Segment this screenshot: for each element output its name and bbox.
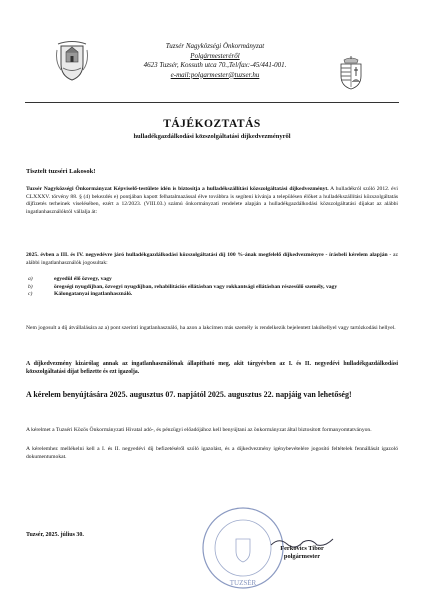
intro-text: A hulladékról szóló 2012. évi CLXXXV. törvény 88. § (4) bekezdés e) pontjában kapott felhatalmazással élve továbbra is segíteni kívánja a településen élőket a hulladékszállítási közszolgáltatás díjfizetés terheinek viselésében, ezért a 12/2023. (VIII.03.) számú önkormányzati rendelete alapján a hulladékgazdálkodási közszolgáltatási díjakat az alábbi ingatlanhasználóktól vállalja át:	[26, 186, 398, 215]
office-name: Polgármesteréről	[190, 51, 240, 60]
greeting: Tisztelt tuzséri Lakosok!	[26, 168, 96, 175]
paragraph-submission: A kérelmet a Tuzséri Közös Önkormányzati Hivatal adó-, és pénzügyi előadójához kell benyújtani az önkormányzat által biztosított formanyomtatványon.	[26, 427, 372, 433]
hungarian-coat-of-arms-icon	[338, 56, 364, 90]
paragraph-attachments: A kérelemhez mellékelni kell a I. és II. negyedévi díj befizetéséről szóló igazolást, és a díjkedvezmény igénybevételére jogosító feltételek fennállását igazoló dokumentumokat.	[26, 446, 398, 460]
paragraph-condition: A díjkedvezmény kizárólag annak az ingatlanhasználónak állapítható meg, akit tárgyévben az I. és II. negyedévi hulladékgazdálkodási közszolgáltatási díjat befizette és ezt igazolja.	[26, 361, 398, 375]
list-marker: a)	[28, 276, 33, 282]
signer-name: Ferkovics Tibor	[280, 545, 324, 552]
signature-block	[262, 535, 342, 561]
signer-title: polgármester	[283, 553, 321, 560]
municipal-coat-of-arms-icon	[55, 40, 89, 82]
org-name: Tuzsér Nagyközségi Önkormányzat	[165, 42, 265, 50]
header-divider	[25, 102, 399, 103]
list-item-text: Kálongatanyai ingatlanhasználó.	[54, 291, 133, 297]
list-item	[26, 284, 398, 292]
paragraph-exclusion: Nem jogosult a díj átvállalására az a) pont szerinti ingatlanhasználó, ha azon a lakcímen más személy is rendelkezik bejelentett lakóhellyel vagy tartózkodási hellyel.	[26, 325, 396, 331]
letterhead	[0, 18, 424, 98]
list-marker: b)	[28, 283, 33, 290]
list-item	[26, 291, 398, 299]
eligibility-bold: 2025. évben a III. és IV. negyedévre járó hulladékgazdálkodási közszolgáltatási díj 100 %-ának megfelelő díjkedvezményre - írásbeli kérelem alapján	[26, 252, 388, 258]
document-date: Tuzsér, 2025. július 30.	[26, 532, 84, 538]
list-item	[26, 276, 398, 284]
list-item-text: egyedül élő özvegy, vagy	[54, 276, 112, 282]
list-marker: c)	[28, 291, 33, 297]
paragraph-eligibility	[26, 252, 398, 267]
document-title: TÁJÉKOZTATÁS	[163, 118, 261, 130]
stamp-text: TUZSÉR	[229, 579, 257, 587]
email: e-mail:polgarmester@tuzser.hu	[170, 70, 260, 79]
letterhead-text	[90, 42, 340, 80]
document-subtitle: hulladékgazdálkodási közszolgáltatási díjkedvezményről	[133, 133, 291, 140]
deadline-notice: A kérelem benyújtására 2025. augusztus 07. napjától 2025. augusztus 22. napjáig van lehetőség!	[26, 390, 352, 399]
address: 4623 Tuzsér, Kossuth utca 70.,Tel/fax:-45/441-001.	[143, 61, 287, 69]
eligibility-text: - az alábbi ingatlanhasználók jogosultak:	[26, 252, 398, 266]
eligibility-list	[26, 276, 398, 299]
intro-bold: Tuzsér Nagyközségi Önkormányzat Képviselő-testülete idén is biztosítja a hulladékszállítási közszolgáltatási díjkedvezményt.	[26, 186, 329, 192]
list-item-text: öregségi nyugdíjban, özvegyi nyugdíjban, rehabilitációs ellátásban vagy rokkantsági ellátásban részesülő személy, vagy	[54, 283, 338, 290]
paragraph-intro	[26, 186, 398, 216]
